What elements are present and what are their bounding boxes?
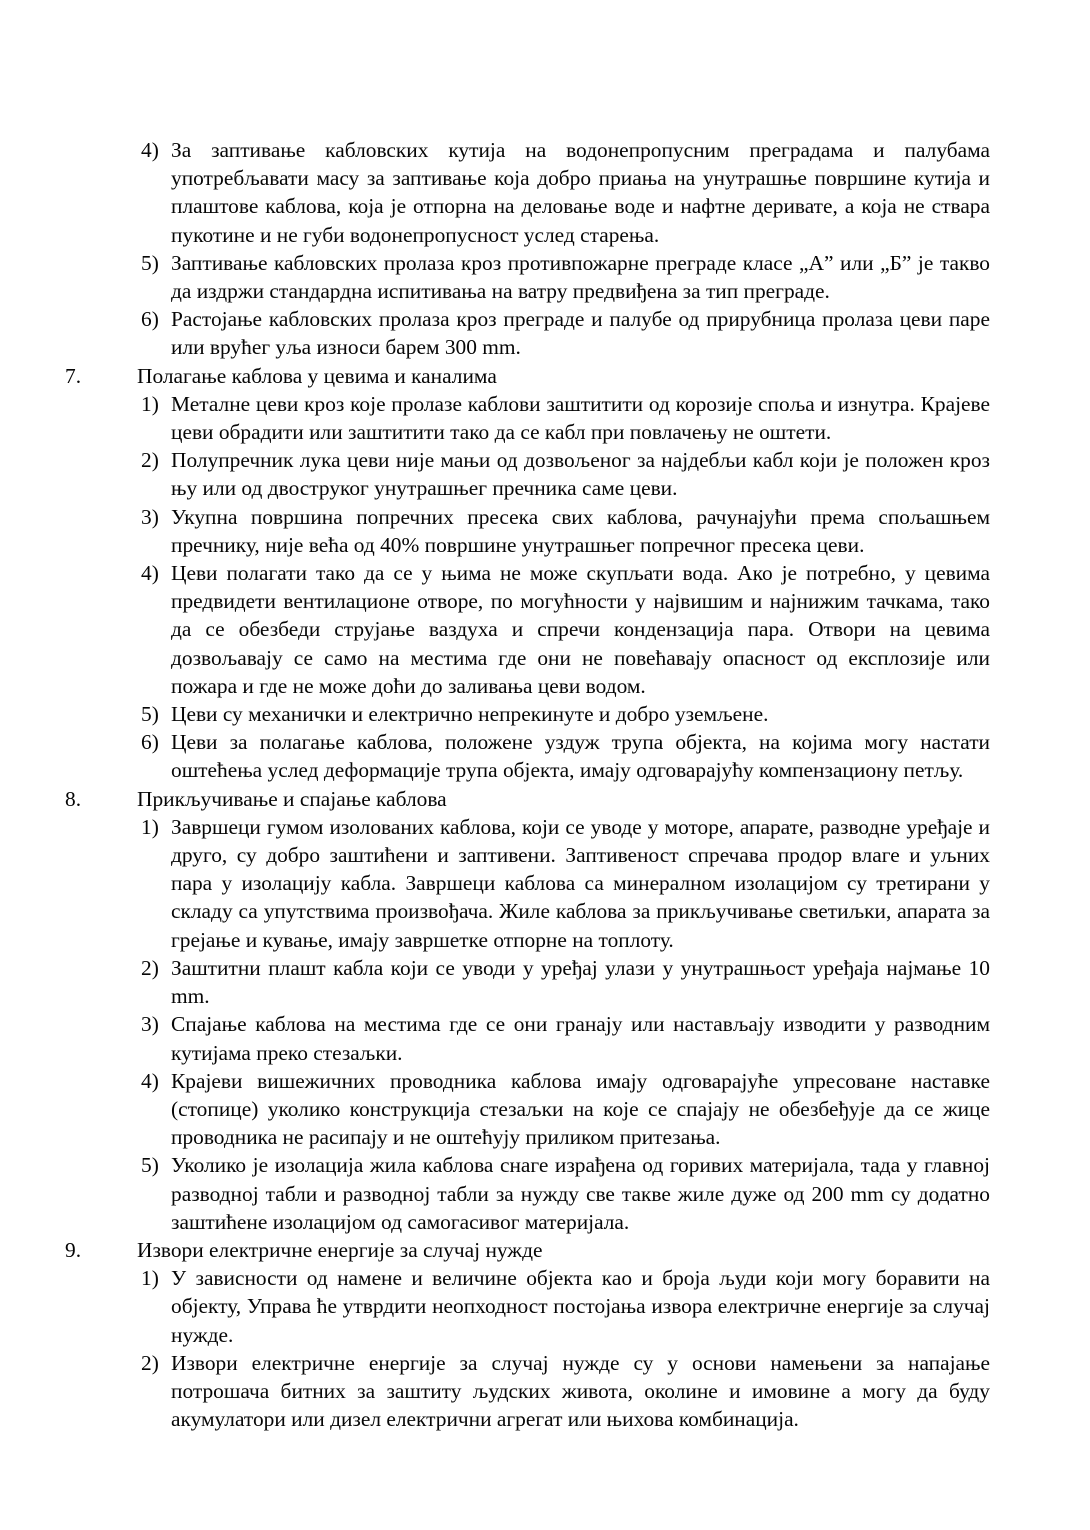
list-item-marker: 4) [141, 1068, 159, 1093]
list-item-text: Заптивање кабловских пролаза кроз противпожарне преграде класе „А” или „Б” је такво да издржи стандардна испитивања на ватру предвиђена за тип преграде. [171, 250, 990, 304]
list-item-marker: 1) [141, 1266, 159, 1291]
list-item-text: Цеви за полагање каблова, положене уздуж трупа објекта, на којима могу настати оштећења услед деформације трупа објекта, имају одговарајућу компензациону петљу. [171, 730, 990, 783]
list-item-text: Завршеци гумом изолованих каблова, који се уводе у моторе, апарате, разводне уређаје и друго, су добро заштићени и заптивени. Заптивеност спречава продор влаге и уљних пара у изолацију кабла. Завршеци каблова са минералном изолацијом су третирани у складу са упутствима произвођача. Жиле каблова за прикључивање светиљки, апарата за грејање и кување, имају завршетке отпорне на топлоту. [171, 814, 990, 952]
list-item-text: Укупна површина попречних пресека свих каблова, рачунајући према спољашњем пречнику, није већа од 40% површине унутрашњег попречног пресека цеви. [171, 504, 990, 557]
list-item-marker: 1) [141, 814, 159, 839]
list-item [65, 136, 990, 249]
list-item-text: Спајање каблова на местима где се они гранају или настављају изводити у разводним кутијама преко стезаљки. [171, 1012, 990, 1065]
list-item-marker: 2) [141, 955, 159, 980]
section-title: Полагање каблова у цевима и каналима [137, 363, 497, 388]
list-item [65, 249, 990, 305]
section-heading [65, 1236, 990, 1264]
list-item [65, 390, 990, 446]
list-item [65, 728, 990, 784]
section-number: 9. [65, 1237, 82, 1262]
list-item-marker: 3) [141, 1012, 159, 1037]
list-item-marker: 6) [141, 730, 159, 755]
list-item [65, 954, 990, 1010]
list-item-marker: 4) [141, 138, 159, 162]
list-item [65, 700, 990, 728]
section-heading [65, 362, 990, 390]
list-item [65, 1264, 990, 1349]
list-item [65, 1067, 990, 1152]
list-item-text: За заптивање кабловских кутија на водонепропусним преградама и палубама употребљавати масу за заптивање која добро приања на унутрашње површине кутија и плаштове каблова, која је отпорна на деловање воде и нафтне деривате, а која не ствара пукотине и не губи водонепропусност услед старења. [171, 138, 990, 247]
section-number: 7. [65, 363, 82, 388]
list-item-text: Растојање кабловских пролаза кроз преграде и палубе од прирубница пролаза цеви паре или врућег уља износи барем 300 mm. [171, 307, 990, 360]
list-item-text: Металне цеви кроз које пролазе каблови заштитити од корозије споља и изнутра. Крајеве цеви обрадити или заштитити тако да се кабл при повлачењу не оштети. [171, 391, 990, 445]
list-item-marker: 5) [141, 250, 159, 275]
list-item [65, 813, 990, 954]
section-number: 8. [65, 786, 82, 811]
list-item-marker: 5) [141, 702, 159, 727]
list-item [65, 559, 990, 700]
list-item [65, 305, 990, 361]
list-item-text: У зависности од намене и величине објекта као и броја људи који могу боравити на објекту, Управа ће утврдити неопходност постојања извора електричне енергије за случај нужде. [171, 1266, 990, 1347]
list-item [65, 503, 990, 559]
list-item-text: Полупречник лука цеви није мањи од дозвољеног за најдебљи кабл који је положен кроз њу или од двоструког унутрашњег пречника саме цеви. [171, 448, 990, 501]
list-item [65, 1151, 990, 1236]
list-item-text: Цеви полагати тако да се у њима не може скупљати вода. Ако је потребно, у цевима предвидети вентилационе отворе, по могућности у највишим и најнижим тачкама, тако да се обезбеди струјање ваздуха и спречи кондензација пара. Отвори на цевима дозвољавају се само на местима где они не повећавају опасност од експлозије или пожара и где не може доћи до заливања цеви водом. [171, 561, 990, 698]
section-title: Прикључивање и спајање каблова [137, 786, 447, 811]
list-item-text: Крајеви вишежичних проводника каблова имају одговарајуће упресоване наставке (стопице) уколико конструкција стезаљки на које се спајају не обезбеђује да се жице проводника не расипају и не оштећују приликом притезања. [171, 1068, 990, 1150]
section-title: Извори електричне енергије за случај нужде [137, 1237, 543, 1262]
document-body [65, 136, 990, 1433]
list-item-text: Цеви су механички и електрично непрекинуте и добро уземљене. [171, 702, 769, 727]
list-item-text: Уколико је изолација жила каблова снаге израђена од горивих материјала, тада у главној разводној табли и разводној табли за нужду све такве жиле дуже од 200 mm су додатно заштићене изолацијом од самогасивог материјала. [171, 1153, 990, 1234]
section-heading [65, 785, 990, 813]
list-item-marker: 3) [141, 504, 159, 529]
list-item-marker: 6) [141, 307, 159, 332]
list-item-marker: 5) [141, 1153, 159, 1178]
list-item [65, 1010, 990, 1066]
list-item-text: Извори електричне енергије за случај нужде су у основи намењени за напајање потрошача битних за заштиту људских живота, околине и имовине а могу да буду акумулатори или дизел електрични агрегат или њихова комбинација. [171, 1350, 990, 1432]
list-item [65, 446, 990, 502]
list-item-text: Заштитни плашт кабла који се уводи у уређај улази у унутрашњост уређаја најмање 10 mm. [171, 955, 990, 1009]
list-item-marker: 2) [141, 1350, 159, 1375]
list-item-marker: 2) [141, 448, 159, 473]
list-item [65, 1349, 990, 1434]
list-item-marker: 1) [141, 391, 159, 416]
list-item-marker: 4) [141, 561, 159, 586]
